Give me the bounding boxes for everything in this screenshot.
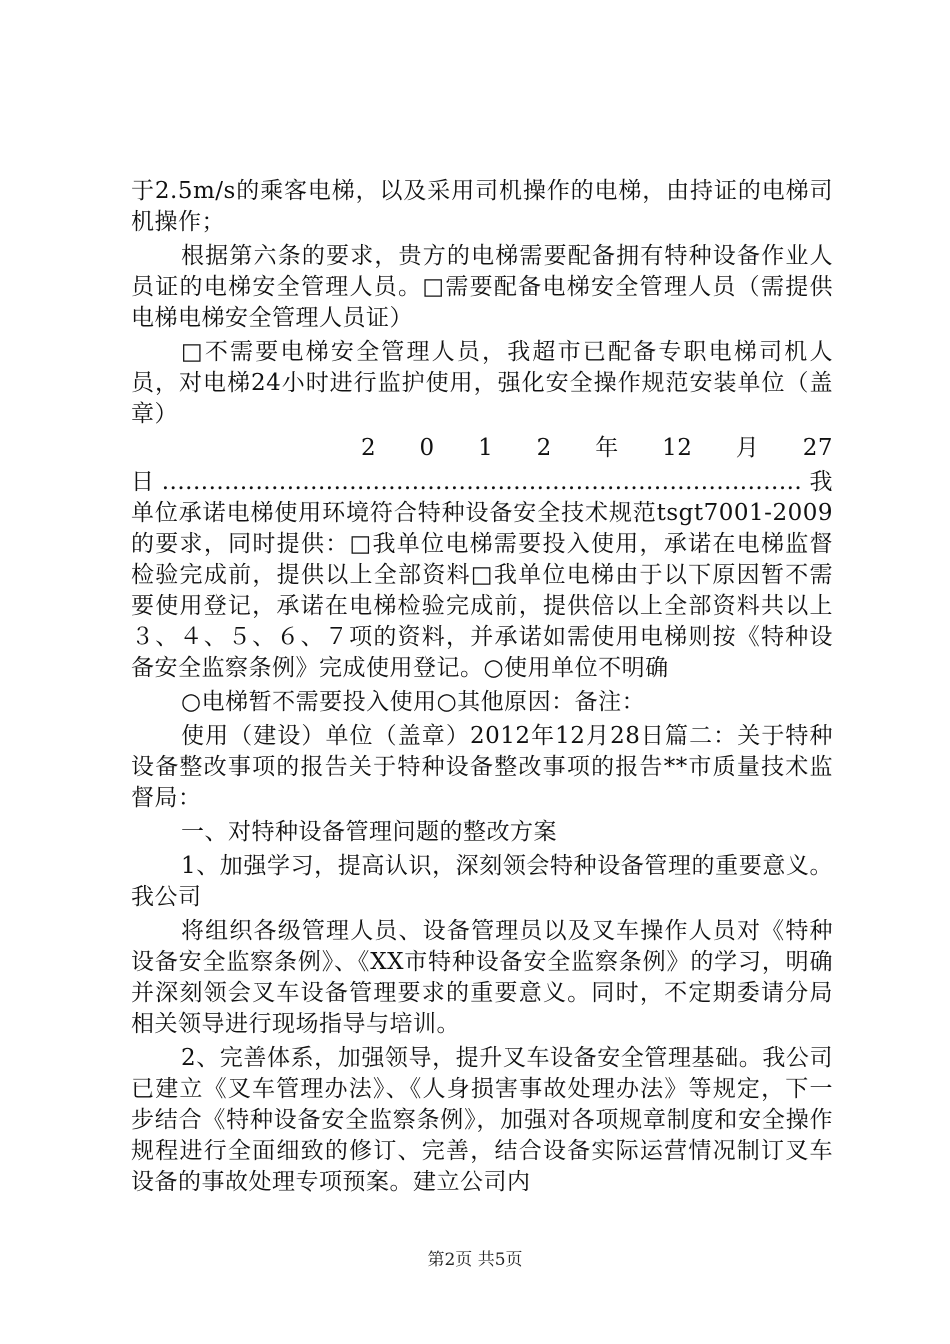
date-char: 2	[536, 435, 552, 461]
paragraph-continuation: 于2.5m/s的乘客电梯，以及采用司机操作的电梯，由持证的电梯司机操作；	[131, 178, 833, 235]
date-char: 12	[662, 435, 693, 461]
paragraph-item-1: 1、加强学习，提高认识，深刻领会特种设备管理的重要意义。我公司	[131, 853, 833, 910]
date-char: 月	[735, 435, 760, 461]
date-char: 1	[478, 435, 494, 461]
date-char: 2	[361, 435, 377, 461]
section-heading: 一、对特种设备管理问题的整改方案	[181, 819, 557, 845]
date-line	[131, 433, 833, 464]
paragraph-commitment: 日..................................................................................我单位承诺电梯使用环境符合特种设备安全技术规范tsgt7001-2009的要求，同时提供：□我单位电梯需要投入使用，承诺在电梯监督检验完成前，提供以上全部资料□我单位电梯由于以下原因暂不需要使用登记，承诺在电梯检验完成前，提供倍以上全部资料共以上３、４、５、６、７项的资料，并承诺如需使用电梯则按《特种设备安全监察条例》完成使用登记。○使用单位不明确	[131, 469, 833, 681]
date-char: 年	[595, 435, 619, 461]
paragraph-item-2: 2、完善体系，加强领导，提升叉车设备安全管理基础。我公司已建立《叉车管理办法》、《人身损害事故处理办法》等规定，下一步结合《特种设备安全监察条例》，加强对各项规章制度和安全操作规程进行全面细致的修订、完善，结合设备实际运营情况制订叉车设备的事故处理专项预案。建立公司内	[131, 1045, 833, 1195]
date-char: 27	[802, 435, 833, 461]
date-char: 0	[419, 435, 435, 461]
paragraph-requirement: 根据第六条的要求，贵方的电梯需要配备拥有特种设备作业人员证的电梯安全管理人员。□需要配备电梯安全管理人员（需提供电梯电梯安全管理人员证）	[131, 243, 833, 331]
document-body	[131, 176, 833, 1201]
page-footer: 第2页 共5页	[427, 1250, 523, 1270]
paragraph-no-manager: □不需要电梯安全管理人员，我超市已配备专职电梯司机人员，对电梯24小时进行监护使用，强化安全操作规范安装单位（盖章）	[131, 339, 833, 427]
paragraph-signature-report: 使用（建设）单位（盖章）2012年12月28日篇二：关于特种设备整改事项的报告关于特种设备整改事项的报告**市质量技术监督局：	[131, 723, 833, 811]
paragraph-item-1-detail: 将组织各级管理人员、设备管理员以及叉车操作人员对《特种设备安全监察条例》、《XX市特种设备安全监察条例》的学习，明确并深刻领会叉车设备管理要求的重要意义。同时，不定期委请分局相关领导进行现场指导与培训。	[131, 918, 833, 1037]
paragraph-remark: ○电梯暂不需要投入使用○其他原因：备注：	[181, 689, 646, 715]
